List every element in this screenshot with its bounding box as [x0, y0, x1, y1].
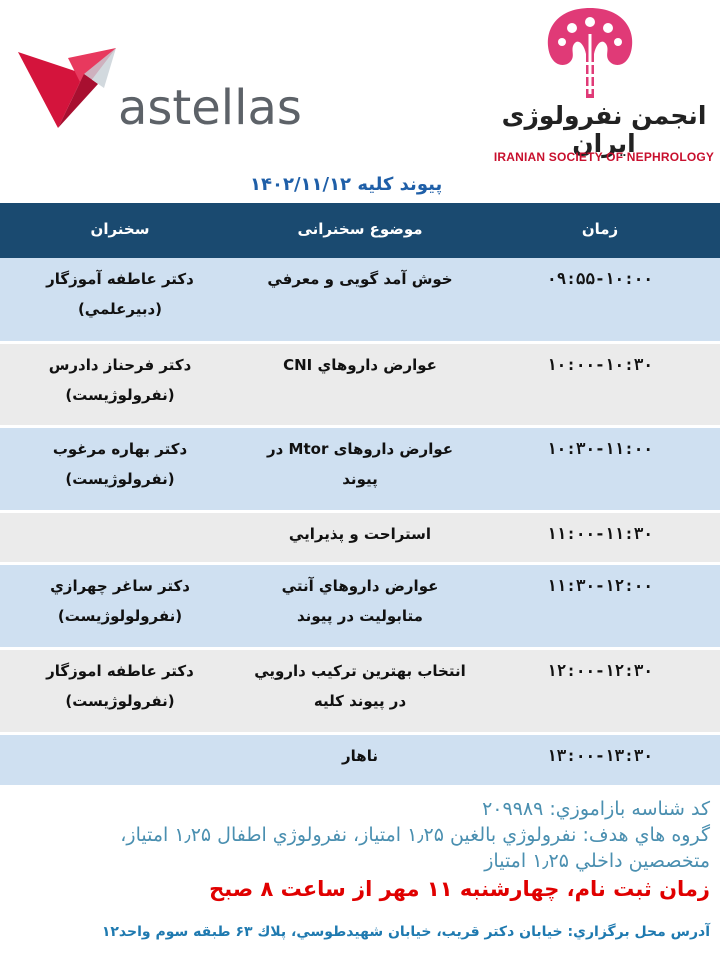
target-groups-line-1: گروه هاي هدف: نفرولوژي بالغين ۱٫۲۵ امتياز، نفرولوژي اطفال ۱٫۲۵ امتياز،: [120, 824, 710, 846]
table-row: [0, 735, 720, 785]
speaker-cell: [0, 344, 240, 427]
time-cell: ۱۰:۳۰-۱۱:۰۰: [547, 439, 653, 458]
society-name-english: IRANIAN SOCIETY OF NEPHROLOGY: [493, 150, 715, 164]
topic-cell: [240, 650, 480, 734]
topic-line: عوارض داروهای Mtor در: [266, 440, 453, 458]
topic-line: ناهار: [342, 747, 378, 765]
speaker-name: دكتر ساغر چهرازي: [50, 577, 190, 595]
speaker-name: دكتر عاطفه آموزگار: [46, 270, 194, 288]
speaker-cell: [0, 428, 240, 512]
header: [0, 0, 720, 175]
topic-cell: [240, 344, 480, 427]
time-cell: ۱۱:۰۰-۱۱:۳۰: [547, 524, 653, 543]
table-row: [0, 258, 720, 343]
topic-cell: [240, 428, 480, 512]
table-row: [0, 513, 720, 564]
event-title: پیوند کلیه ۱۴۰۲/۱۱/۱۲: [250, 174, 443, 195]
venue-address: آدرس محل برگزاري: خيابان دكتر قريب، خيابان شهيدطوسي، پلاك ۶۳ طبقه سوم واحد۱۲: [101, 924, 710, 940]
time-cell: ۰۹:۵۵-۱۰:۰۰: [547, 269, 653, 288]
topic-cell: [240, 565, 480, 649]
speaker-role: (نفرولوژيست): [65, 386, 175, 404]
table-row: [0, 428, 720, 512]
speaker-role: (نفرولوژيست): [65, 470, 175, 488]
table-row: [0, 565, 720, 649]
speaker-name: دكتر عاطفه اموزگار: [46, 662, 194, 680]
time-cell: ۱۲:۰۰-۱۲:۳۰: [547, 661, 653, 680]
astellas-logo: [18, 40, 318, 135]
cme-code: كد شناسه بازاموزي: ۲۰۹۹۸۹: [482, 798, 710, 820]
topic-cell: [240, 258, 480, 343]
time-cell: ۱۱:۳۰-۱۲:۰۰: [547, 576, 653, 595]
speaker-name: دكتر فرحناز دادرس: [48, 356, 192, 374]
column-header-time: زمان: [581, 220, 619, 238]
kidney-emblem-icon: [540, 4, 640, 100]
table-row: [0, 344, 720, 427]
topic-line: در پيوند كليه: [313, 692, 407, 710]
time-cell: ۱۰:۰۰-۱۰:۳۰: [547, 355, 653, 374]
topic-line: پیوند: [342, 470, 378, 488]
society-name-persian: انجمن نفرولوژی ایران: [501, 101, 707, 158]
table-header-row: [0, 203, 720, 258]
topic-line: متابوليت در پيوند: [297, 607, 423, 625]
topic-cell: [240, 735, 480, 785]
astellas-star-icon: [18, 40, 118, 135]
speaker-cell: [0, 513, 240, 564]
topic-line: استراحت و پذيرايي: [288, 525, 432, 543]
topic-line: انتخاب بهترين تركيب دارويي: [254, 662, 466, 680]
column-header-topic: موضوع سخنرانی: [297, 220, 423, 238]
registration-time: زمان ثبت نام، چهارشنبه ۱۱ مهر از ساعت ۸ صبح: [209, 877, 710, 901]
speaker-cell: [0, 735, 240, 785]
speaker-cell: [0, 650, 240, 734]
time-cell: ۱۳:۰۰-۱۳:۳۰: [547, 746, 653, 765]
speaker-cell: [0, 565, 240, 649]
iranian-society-of-nephrology-logo: [488, 4, 720, 169]
speaker-role: (نفرولولوژيست): [57, 607, 183, 625]
topic-line: عوارض داروهاي آنتي: [281, 577, 439, 595]
speaker-name: دكتر بهاره مرغوب: [52, 440, 188, 458]
speaker-role: (دبيرعلمي): [77, 300, 163, 318]
astellas-wordmark: astellas: [118, 80, 302, 136]
topic-line: عوارض داروهاي CNI: [283, 356, 437, 374]
speaker-cell: [0, 258, 240, 343]
topic-line: خوش آمد گویی و معرفي: [267, 270, 453, 288]
speaker-role: (نفرولوژيست): [65, 692, 175, 710]
column-header-speaker: سخنران: [90, 220, 150, 238]
table-row: [0, 650, 720, 734]
target-groups-line-2: متخصصين داخلي ۱٫۲۵ امتياز: [484, 850, 710, 872]
topic-cell: [240, 513, 480, 564]
